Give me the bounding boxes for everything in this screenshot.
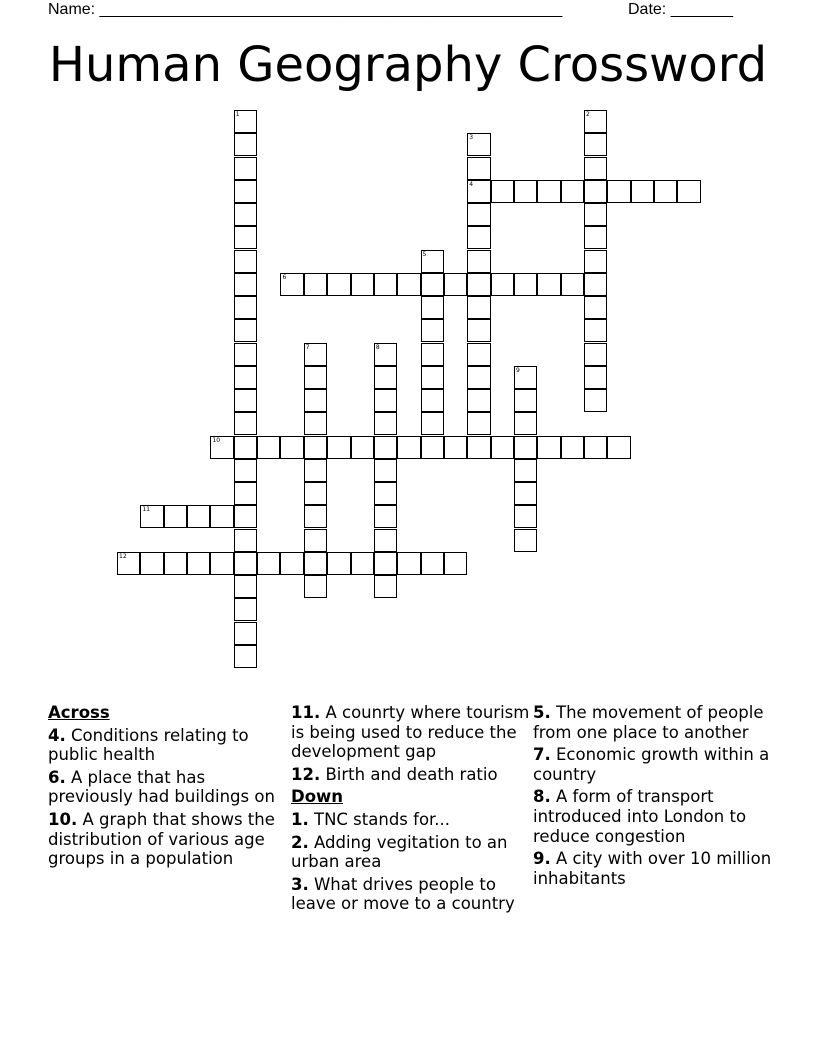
grid-cell[interactable] [164,505,187,528]
grid-cell[interactable] [304,505,327,528]
grid-cell[interactable] [304,343,327,366]
cell-number: 9 [515,366,520,374]
grid-cell[interactable] [210,436,233,459]
clue-text: Birth and death ratio [320,764,498,784]
cell-number: 11 [142,506,150,514]
grid-cell[interactable] [421,412,444,435]
clue-across-11 [291,703,531,762]
grid-cell[interactable] [584,319,607,342]
grid-cell[interactable] [374,389,397,412]
clue-number: 3. [291,874,309,894]
grid-cell[interactable] [257,552,280,575]
grid-cell[interactable] [234,319,257,342]
grid-cell[interactable] [234,110,257,133]
grid-cell[interactable] [304,529,327,552]
grid-cell[interactable] [584,273,607,296]
grid-cell[interactable] [374,412,397,435]
grid-cell[interactable] [561,436,584,459]
clue-down-8 [533,787,773,846]
grid-cell[interactable] [584,250,607,273]
grid-cell[interactable] [374,505,397,528]
clue-text: Conditions relating to public health [48,725,249,765]
grid-cell[interactable] [467,226,490,249]
grid-cell[interactable] [584,180,607,203]
grid-cell[interactable] [421,250,444,273]
clue-text: Adding vegitation to an urban area [291,832,508,872]
grid-cell[interactable] [467,157,490,180]
clue-number: 4. [48,725,66,745]
grid-cell[interactable] [584,203,607,226]
grid-cell[interactable] [421,296,444,319]
grid-cell[interactable] [280,552,303,575]
clue-number: 2. [291,832,309,852]
grid-cell[interactable] [467,412,490,435]
grid-cell[interactable] [421,389,444,412]
grid-cell[interactable] [234,343,257,366]
grid-cell[interactable] [351,273,374,296]
grid-cell[interactable] [257,436,280,459]
clue-down-7 [533,745,773,784]
grid-cell[interactable] [677,180,700,203]
grid-cell[interactable] [514,412,537,435]
cell-number: 6 [282,273,287,281]
cell-number: 3 [469,134,474,142]
grid-cell[interactable] [187,552,210,575]
grid-cell[interactable] [584,296,607,319]
grid-cell[interactable] [304,436,327,459]
grid-cell[interactable] [584,343,607,366]
grid-cell[interactable] [374,482,397,505]
name-field-label: Name: ____________________________________________________ [48,1,563,18]
clue-text: A place that has previously had buildings on [48,767,275,807]
grid-cell[interactable] [187,505,210,528]
grid-cell[interactable] [514,459,537,482]
grid-cell[interactable] [304,366,327,389]
grid-cell[interactable] [374,575,397,598]
grid-cell[interactable] [374,273,397,296]
grid-cell[interactable] [374,366,397,389]
grid-cell[interactable] [304,389,327,412]
grid-cell[interactable] [304,273,327,296]
clue-text: TNC stands for... [308,809,451,829]
grid-cell[interactable] [234,250,257,273]
grid-cell[interactable] [304,459,327,482]
grid-cell[interactable] [234,203,257,226]
grid-cell[interactable] [654,180,677,203]
grid-cell[interactable] [304,482,327,505]
grid-cell[interactable] [467,319,490,342]
grid-cell[interactable] [467,250,490,273]
clue-text: The movement of people from one place to another [533,703,764,742]
grid-cell[interactable] [397,436,420,459]
grid-cell[interactable] [234,389,257,412]
clue-number: 1. [291,809,309,829]
grid-cell[interactable] [374,459,397,482]
clue-text: A form of transport introduced into London to reduce congestion [533,787,747,846]
clues-column-3 [533,703,773,891]
grid-cell[interactable] [234,273,257,296]
grid-cell[interactable] [374,343,397,366]
grid-cell[interactable] [327,436,350,459]
down-heading: Down [291,787,344,807]
grid-cell[interactable] [584,110,607,133]
clue-across-6 [48,768,288,807]
grid-cell[interactable] [234,412,257,435]
grid-cell[interactable] [421,436,444,459]
clue-number: 7. [533,745,551,765]
grid-cell[interactable] [584,436,607,459]
grid-cell[interactable] [561,180,584,203]
grid-cell[interactable] [327,552,350,575]
grid-cell[interactable] [514,436,537,459]
page-title: Human Geography Crossword [48,37,768,93]
grid-cell[interactable] [304,552,327,575]
grid-cell[interactable] [117,552,140,575]
grid-cell[interactable] [351,436,374,459]
cell-number: 4 [469,180,474,188]
grid-cell[interactable] [467,296,490,319]
grid-cell[interactable] [234,645,257,668]
clues-column-2 [291,703,531,917]
clue-number: 9. [533,849,551,869]
grid-cell[interactable] [234,436,257,459]
grid-cell[interactable] [210,552,233,575]
clue-number: 8. [533,787,551,807]
grid-cell[interactable] [421,343,444,366]
grid-cell[interactable] [304,575,327,598]
grid-cell[interactable] [491,436,514,459]
clue-across-4 [48,726,288,765]
grid-cell[interactable] [607,436,630,459]
grid-cell[interactable] [584,389,607,412]
grid-cell[interactable] [467,273,490,296]
cell-number: 10 [212,436,221,444]
clue-number: 10. [48,809,78,829]
clue-text: What drives people to leave or move to a country [291,874,515,914]
grid-cell[interactable] [584,157,607,180]
grid-cell[interactable] [537,436,560,459]
grid-cell[interactable] [467,180,490,203]
grid-cell[interactable] [234,296,257,319]
grid-cell[interactable] [234,505,257,528]
grid-cell[interactable] [584,366,607,389]
clue-text: A graph that shows the distribution of various age groups in a population [48,809,275,869]
grid-cell[interactable] [467,343,490,366]
grid-cell[interactable] [491,180,514,203]
grid-cell[interactable] [421,552,444,575]
grid-cell[interactable] [514,389,537,412]
grid-cell[interactable] [584,133,607,156]
cell-number: 7 [305,343,310,351]
grid-cell[interactable] [421,319,444,342]
cell-number: 2 [586,111,590,118]
grid-cell[interactable] [234,157,257,180]
cell-number: 5 [422,250,427,258]
cell-number: 8 [375,343,380,351]
clue-down-1 [291,810,531,830]
cell-number: 12 [119,552,127,560]
grid-cell[interactable] [234,552,257,575]
grid-cell[interactable] [234,133,257,156]
grid-cell[interactable] [140,552,163,575]
clue-text: A counrty where tourism is being used to reduce the development gap [291,703,530,762]
grid-cell[interactable] [467,203,490,226]
grid-cell[interactable] [327,273,350,296]
grid-cell[interactable] [444,552,467,575]
across-heading: Across [48,703,110,722]
grid-cell[interactable] [514,482,537,505]
clues-column-1 [48,703,288,872]
grid-cell[interactable] [491,273,514,296]
grid-cell[interactable] [561,273,584,296]
grid-cell[interactable] [304,412,327,435]
grid-cell[interactable] [234,459,257,482]
grid-cell[interactable] [514,505,537,528]
clue-down-5 [533,703,773,742]
grid-cell[interactable] [374,529,397,552]
grid-cell[interactable] [397,273,420,296]
clue-across-10 [48,810,288,869]
grid-cell[interactable] [607,180,630,203]
clue-text: Economic growth within a country [533,745,770,784]
clue-number: 12. [291,764,321,784]
clue-number: 5. [533,703,551,722]
grid-cell[interactable] [140,505,163,528]
grid-cell[interactable] [421,273,444,296]
clue-down-3 [291,875,531,914]
grid-cell[interactable] [421,366,444,389]
grid-cell[interactable] [467,366,490,389]
grid-cell[interactable] [210,505,233,528]
grid-cell[interactable] [234,575,257,598]
grid-cell[interactable] [631,180,654,203]
grid-cell[interactable] [280,436,303,459]
grid-cell[interactable] [351,552,374,575]
cell-number: 1 [235,111,240,118]
clue-across-12 [291,765,531,785]
grid-cell[interactable] [234,482,257,505]
clue-text: A city with over 10 million inhabitants [533,849,772,888]
grid-cell[interactable] [234,366,257,389]
grid-cell[interactable] [514,529,537,552]
grid-cell[interactable] [514,273,537,296]
grid-cell[interactable] [234,598,257,621]
grid-cell[interactable] [374,552,397,575]
grid-cell[interactable] [467,389,490,412]
grid-cell[interactable] [397,552,420,575]
grid-cell[interactable] [374,436,397,459]
grid-cell[interactable] [514,180,537,203]
grid-cell[interactable] [164,552,187,575]
clue-number: 11. [291,703,321,722]
grid-cell[interactable] [537,180,560,203]
grid-cell[interactable] [234,180,257,203]
grid-cell[interactable] [234,226,257,249]
clue-down-9 [533,849,773,888]
grid-cell[interactable] [280,273,303,296]
grid-cell[interactable] [444,436,467,459]
clue-down-2 [291,833,531,872]
grid-cell[interactable] [234,622,257,645]
grid-cell[interactable] [467,133,490,156]
grid-cell[interactable] [537,273,560,296]
grid-cell[interactable] [234,529,257,552]
grid-cell[interactable] [514,366,537,389]
date-field-label: Date: _______ [628,1,733,18]
clue-number: 6. [48,767,66,787]
grid-cell[interactable] [467,436,490,459]
grid-cell[interactable] [444,273,467,296]
grid-cell[interactable] [584,226,607,249]
